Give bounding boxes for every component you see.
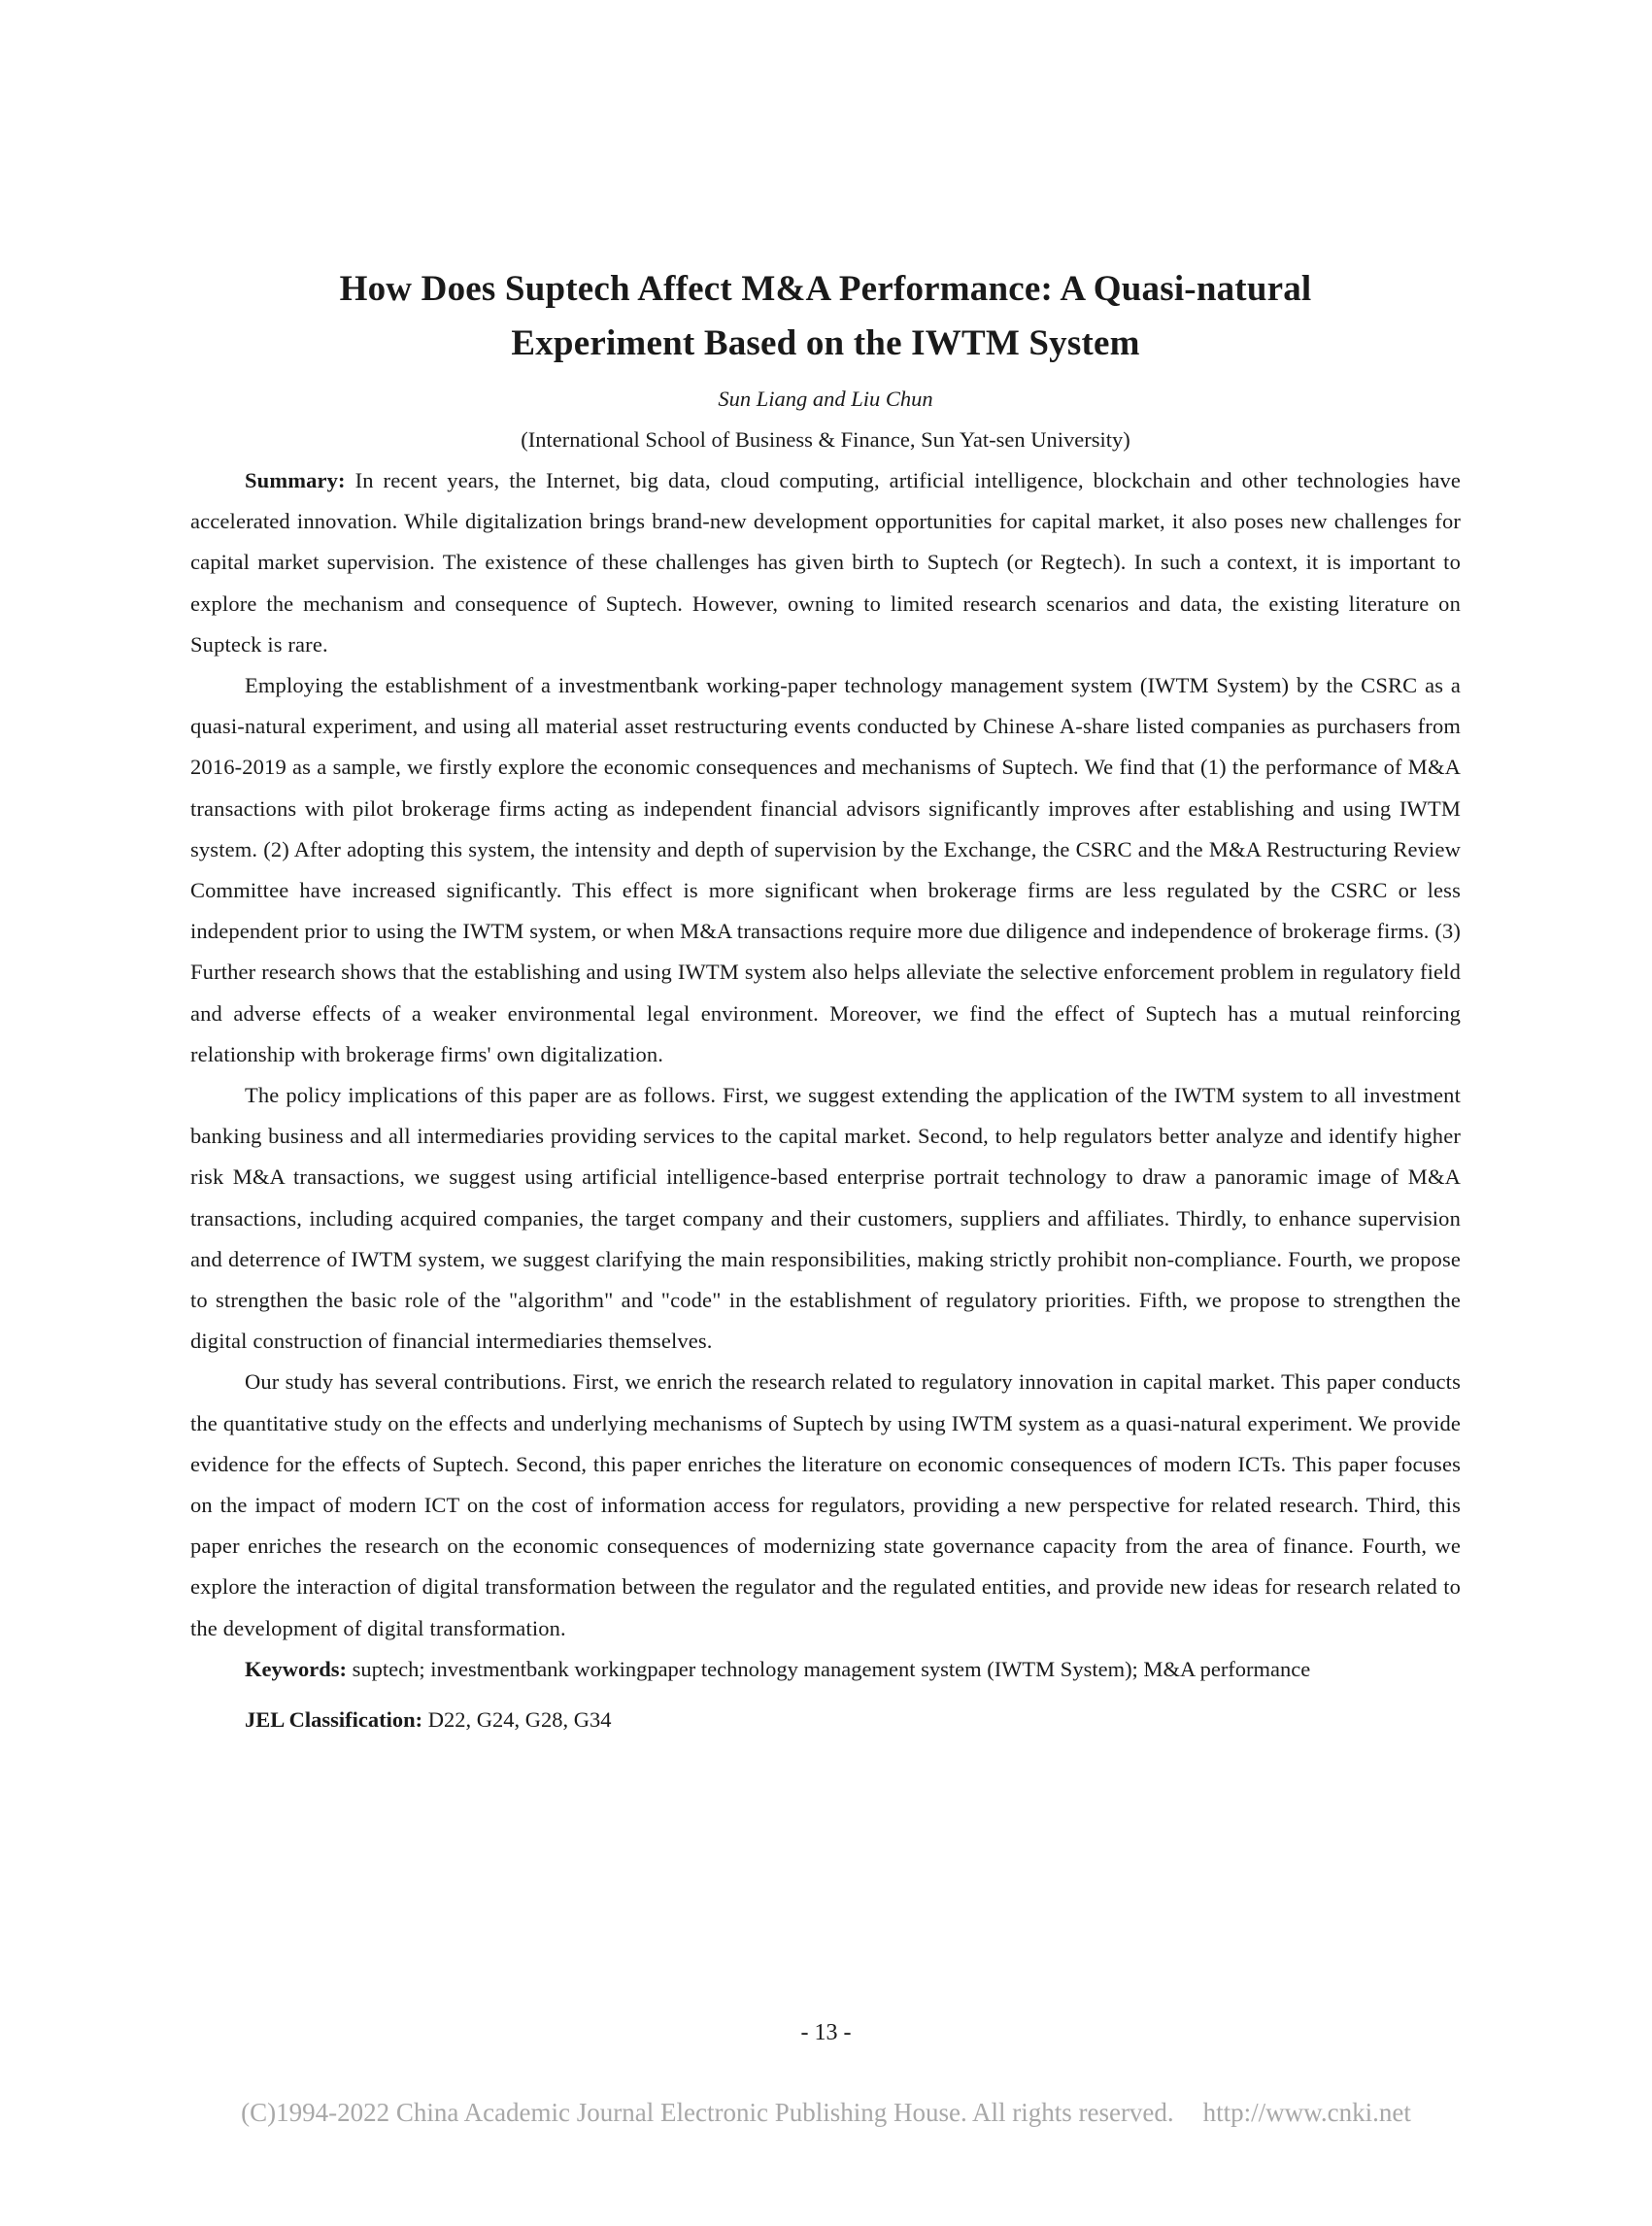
keywords-line (190, 1649, 1461, 1690)
page-number: - 13 - (800, 2020, 852, 2045)
keywords-label: Keywords: (245, 1656, 347, 1681)
copyright-text: (C)1994-2022 China Academic Journal Electronic Publishing House. All rights reserved. (241, 2098, 1174, 2127)
title-line-1: How Does Suptech Affect M&A Performance: A Quasi-natural (339, 269, 1312, 309)
summary-paragraph-4: Our study has several contributions. First, we enrich the research related to regulatory innovation in capital market. This paper conducts the quantitative study on the effects and underlying mechanisms of Suptech by using IWTM system as a quasi-natural experiment. We provide evidence for the effects of Suptech. Second, this paper enriches the literature on economic consequences of modern ICTs. This paper focuses on the impact of modern ICT on the cost of information access for regulators, providing a new perspective for related research. Third, this paper enriches the research on the economic consequences of modernizing state governance capacity from the area of finance. Fourth, we explore the interaction of digital transformation between the regulator and the regulated entities, and provide new ideas for research related to the development of digital transformation. (190, 1369, 1461, 1640)
summary-text-1: In recent years, the Internet, big data, cloud computing, artificial intelligence, blockchain and other technologies have accelerated innovation. While digitalization brings brand-new development opportunities for capital market, it also poses new challenges for capital market supervision. The existence of these challenges has given birth to Suptech (or Regtech). In such a context, it is important to explore the mechanism and consequence of Suptech. However, owning to limited research scenarios and data, the existing literature on Supteck is rare. (190, 468, 1461, 657)
summary-paragraph-2: Employing the establishment of a investmentbank working-paper technology management system (IWTM System) by the CSRC as a quasi-natural experiment, and using all material asset restructuring events conducted by Chinese A-share listed companies as purchasers from 2016-2019 as a sample, we firstly explore the economic consequences and mechanisms of Suptech. We find that (1) the performance of M&A transactions with pilot brokerage firms acting as independent financial advisors significantly improves after establishing and using IWTM system. (2) After adopting this system, the intensity and depth of supervision by the Exchange, the CSRC and the M&A Restructuring Review Committee have increased significantly. This effect is more significant when brokerage firms are less regulated by the CSRC or less independent prior to using the IWTM system, or when M&A transactions require more due diligence and independence of brokerage firms. (3) Further research shows that the establishing and using IWTM system also helps alleviate the selective enforcement problem in regulatory field and adverse effects of a weaker environmental legal environment. Moreover, we find the effect of Suptech has a mutual reinforcing relationship with brokerage firms' own digitalization. (190, 673, 1461, 1066)
title-line-2: Experiment Based on the IWTM System (511, 323, 1140, 363)
jel-codes: D22, G24, G28, G34 (422, 1707, 612, 1733)
article-title (190, 262, 1461, 371)
article-page (190, 262, 1461, 1740)
summary-section (190, 460, 1461, 1740)
jel-label: JEL Classification: (245, 1707, 423, 1733)
jel-classification-line (190, 1700, 1461, 1740)
keywords-text: suptech; investmentbank workingpaper technology management system (IWTM System); M&A performance (347, 1656, 1311, 1681)
summary-paragraph-3: The policy implications of this paper are as follows. First, we suggest extending the application of the IWTM system to all investment banking business and all intermediaries providing services to the capital market. Second, to help regulators better analyze and identify higher risk M&A transactions, we suggest using artificial intelligence-based enterprise portrait technology to draw a panoramic image of M&A transactions, including acquired companies, the target company and their customers, suppliers and affiliates. Thirdly, to enhance supervision and deterrence of IWTM system, we suggest clarifying the main responsibilities, making strictly prohibit non-compliance. Fourth, we propose to strengthen the basic role of the "algorithm" and "code" in the establishment of regulatory priorities. Fifth, we propose to strengthen the digital construction of financial intermediaries themselves. (190, 1083, 1461, 1354)
footer-url: http://www.cnki.net (1202, 2098, 1411, 2127)
summary-paragraph-1 (190, 460, 1461, 665)
article-affiliation: (International School of Business & Finance, Sun Yat-sen University) (521, 427, 1130, 452)
article-authors: Sun Liang and Liu Chun (718, 387, 933, 411)
copyright-footer (0, 2098, 1652, 2128)
summary-label: Summary: (245, 468, 346, 492)
